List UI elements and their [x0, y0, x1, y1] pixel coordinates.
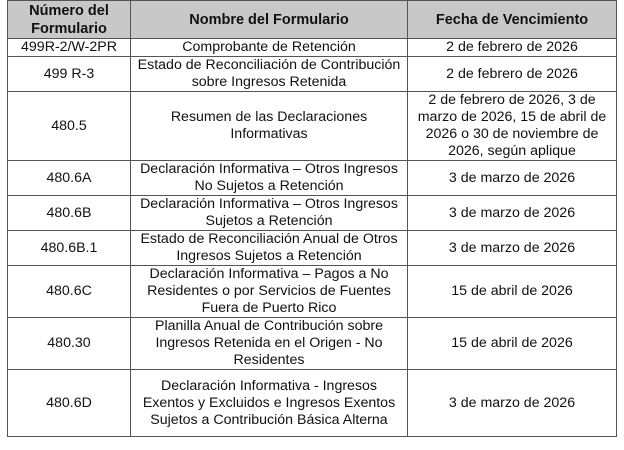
form-number-cell: 480.6D — [8, 370, 131, 437]
form-number-cell: 480.6B.1 — [8, 231, 131, 266]
form-name-cell: Planilla Anual de Contribución sobre Ingresos Retenida en el Origen - No Residentes — [131, 318, 408, 370]
form-name-cell: Estado de Reconciliación Anual de Otros Ingresos Sujetos a Retención — [131, 231, 408, 266]
due-date-cell: 2 de febrero de 2026, 3 de marzo de 2026, 15 de abril de 2026 o 30 de noviembre de 2026, según aplique — [408, 92, 617, 161]
header-form-name: Nombre del Formulario — [131, 1, 408, 39]
header-form-number: Número del Formulario — [8, 1, 131, 39]
form-name-cell: Declaración Informativa – Otros Ingresos Sujetos a Retención — [131, 196, 408, 231]
header-row — [8, 1, 617, 39]
form-name-cell: Comprobante de Retención — [131, 39, 408, 57]
table-row — [8, 92, 617, 161]
table-row — [8, 266, 617, 318]
due-date-cell: 2 de febrero de 2026 — [408, 57, 617, 92]
table-row — [8, 161, 617, 196]
form-name-cell: Declaración Informativa – Otros Ingresos No Sujetos a Retención — [131, 161, 408, 196]
due-date-cell: 15 de abril de 2026 — [408, 266, 617, 318]
form-name-cell: Estado de Reconciliación de Contribución sobre Ingresos Retenida — [131, 57, 408, 92]
form-name-cell: Declaración Informativa – Pagos a No Residentes o por Servicios de Fuentes Fuera de Puerto Rico — [131, 266, 408, 318]
table-row — [8, 231, 617, 266]
due-date-cell: 3 de marzo de 2026 — [408, 231, 617, 266]
due-date-cell: 2 de febrero de 2026 — [408, 39, 617, 57]
due-date-cell: 3 de marzo de 2026 — [408, 370, 617, 437]
table-row — [8, 370, 617, 437]
form-name-cell: Declaración Informativa - Ingresos Exentos y Excluidos e Ingresos Exentos Sujetos a Contribución Básica Alterna — [131, 370, 408, 437]
due-date-cell: 3 de marzo de 2026 — [408, 196, 617, 231]
table-row — [8, 39, 617, 57]
due-date-cell: 3 de marzo de 2026 — [408, 161, 617, 196]
header-due-date: Fecha de Vencimiento — [408, 1, 617, 39]
form-number-cell: 480.30 — [8, 318, 131, 370]
form-number-cell: 499 R-3 — [8, 57, 131, 92]
form-name-cell: Resumen de las Declaraciones Informativas — [131, 92, 408, 161]
form-number-cell: 480.6C — [8, 266, 131, 318]
table-row — [8, 57, 617, 92]
table-row — [8, 318, 617, 370]
form-number-cell: 480.6B — [8, 196, 131, 231]
due-date-cell: 15 de abril de 2026 — [408, 318, 617, 370]
form-number-cell: 480.6A — [8, 161, 131, 196]
form-number-cell: 480.5 — [8, 92, 131, 161]
table-row — [8, 196, 617, 231]
form-deadlines-table — [7, 0, 617, 437]
form-number-cell: 499R-2/W-2PR — [8, 39, 131, 57]
